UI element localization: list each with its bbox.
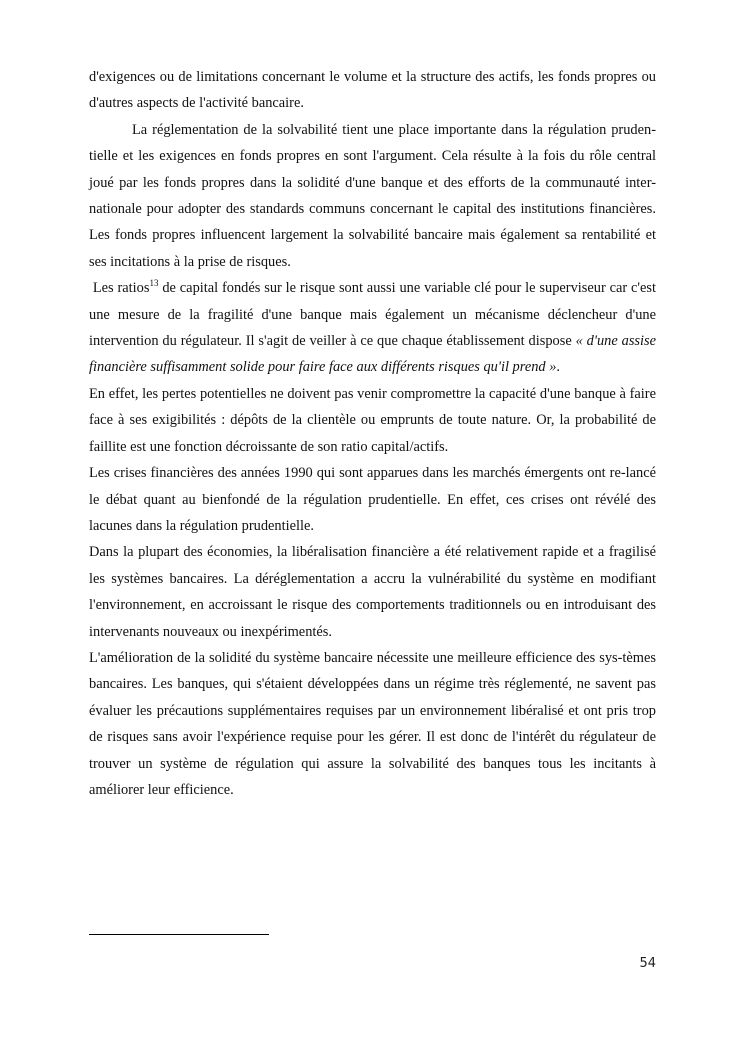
paragraph-1: d'exigences ou de limitations concernant le volume et la structure des actifs, les fonds propres ou d'autres aspects de l'activité bancaire. xyxy=(89,69,656,112)
page-number: 54 xyxy=(639,956,656,971)
footnote-reference[interactable]: 13 xyxy=(149,278,159,289)
paragraph-3-end: . xyxy=(556,359,560,376)
paragraph-5: Les crises financières des années 1990 qui sont apparues dans les marchés émergents ont re-lancé le débat quant au bienfondé de la régulation prudentielle. En effet, ces crises ont révélé des lacunes dans la régulation prudentielle. xyxy=(89,465,656,534)
body-text xyxy=(89,64,656,803)
paragraph-4: En effet, les pertes potentielles ne doivent pas venir compromettre la capacité d'une banque à faire face à ses exigibilités : dépôts de la clientèle ou emprunts de toute nature. Or, la probabilité de faillite est une fonction décroissante de son ratio capital/actifs. xyxy=(89,385,656,455)
quotation: « d'une assise financière suffisamment solide pour faire face aux différents risques qu'il prend » xyxy=(89,333,656,376)
paragraph-3-lead: Les ratios xyxy=(89,280,150,297)
paragraph-7: L'amélioration de la solidité du système bancaire nécessite une meilleure efficience des sys-tèmes bancaires. Les banques, qui s'étaient développées dans un régime très réglementé, ne savent pas évaluer les précautions supplémentaires requises par un environnement libéralisé et ont pris trop de risques sans avoir l'expérience requise pour les gérer. Il est donc de l'intérêt du régulateur de trouver un système de régulation qui assure la solvabilité des banques tous les incitants à améliorer leur efficience. xyxy=(89,649,656,798)
paragraph-2: La réglementation de la solvabilité tient une place importante dans la régulation pruden-tielle et les exigences en fonds propres en sont l'argument. Cela résulte à la fois du rôle central joué par les fonds propres dans la solidité d'une banque et des efforts de la communauté inter-nationale pour adopter des standards communs concernant le capital des institutions financières. Les fonds propres influencent largement la solvabilité bancaire mais également sa rentabilité et ses incitations à la prise de risques. xyxy=(89,121,656,270)
paragraph-3-text: de capital fondés sur le risque sont aussi une variable clé pour le superviseur car c'est une mesure de la fragilité d'une banque mais également un mécanisme déclencheur d'une intervention du régulateur. Il s'agit de veiller à ce que chaque établissement dispose xyxy=(89,280,656,350)
paragraph-6: Dans la plupart des économies, la libéralisation financière a été relativement rapide et a fragilisé les systèmes bancaires. La déréglementation a accru la vulnérabilité du système en modifiant l'environnement, en accroissant le risque des comportements traditionnels ou en introduisant des intervenants nouveaux ou inexpérimentés. xyxy=(89,544,656,640)
footnote-separator xyxy=(89,934,269,935)
paragraph-3 xyxy=(89,275,656,381)
